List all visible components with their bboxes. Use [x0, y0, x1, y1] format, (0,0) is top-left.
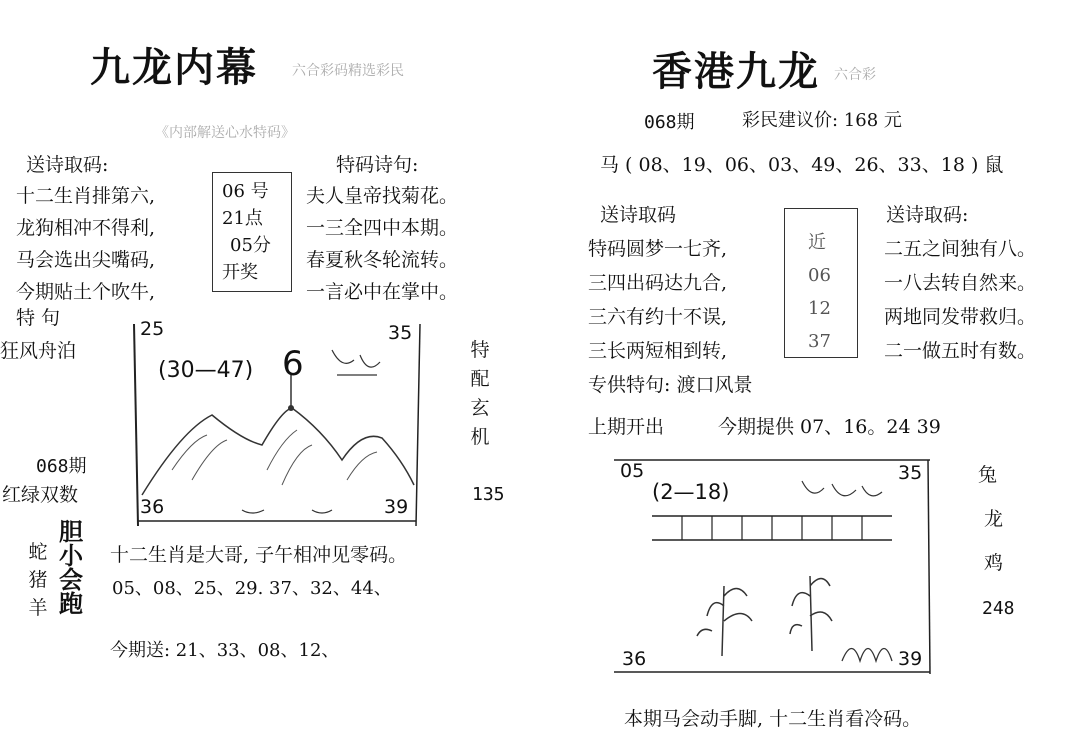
right-special-line: 专供特句: 渡口风景	[588, 374, 753, 396]
left-chart-corner-tr: 35	[388, 322, 413, 344]
right-zodiac-3: 鸡	[984, 552, 1004, 574]
left-poem-header-right: 特码诗句:	[336, 154, 419, 176]
date-line: 开奖	[222, 262, 258, 283]
left-chart-corner-tl: 25	[140, 318, 165, 340]
right-zodiac-2: 龙	[984, 508, 1004, 530]
poem-line: 一三全四中本期。	[306, 217, 459, 239]
poem-line: 二一做五时有数。	[884, 340, 1037, 362]
box-number: 06	[808, 265, 831, 286]
box-number: 37	[808, 331, 831, 352]
left-zodiac	[28, 538, 48, 622]
right-poem-header-right: 送诗取码:	[886, 204, 969, 226]
poem-line: 一言必中在掌中。	[306, 281, 459, 303]
right-subtitle-faint: 六合彩	[834, 67, 876, 83]
sun-scribble	[802, 481, 882, 496]
right-this-offer: 今期提供 07、16。24 39	[718, 416, 941, 438]
right-price: 彩民建议价: 168 元	[742, 110, 902, 131]
chart-right-border	[416, 324, 420, 526]
left-bold-vertical	[58, 517, 84, 618]
fence-posts	[682, 516, 862, 540]
bold-char: 小	[59, 541, 83, 570]
mountain-peak-dot	[288, 405, 294, 411]
left-line1: 十二生肖是大哥, 子午相冲见零码。	[110, 544, 408, 566]
left-number-right: 135	[472, 484, 505, 505]
box-number: 近	[808, 232, 826, 253]
right-poem-header-left: 送诗取码	[600, 204, 677, 226]
left-poem-header-left: 送诗取码:	[26, 154, 109, 176]
zodiac-char: 羊	[28, 597, 48, 619]
poem-line: 十二生肖排第六,	[16, 185, 156, 207]
left-line3: 今期送: 21、33、08、12、	[110, 640, 340, 661]
vertical-char: 配	[470, 368, 490, 390]
left-date-box-text	[222, 178, 271, 286]
vertical-char: 玄	[470, 397, 490, 419]
right-bottom-line: 本期马会动手脚, 十二生肖看冷码。	[624, 708, 922, 730]
left-line2: 05、08、25、29. 37、32、44、	[112, 578, 392, 599]
poem-line: 春夏秋冬轮流转。	[306, 249, 459, 271]
plant-left	[697, 586, 752, 656]
left-chart-corner-bl: 36	[140, 496, 165, 518]
left-chart-range: (30—47)	[158, 358, 254, 383]
right-chart-corner-br: 39	[898, 648, 923, 670]
sun-scribble	[332, 350, 380, 375]
chart-left-border	[134, 324, 138, 526]
grass-scribble	[842, 649, 892, 662]
right-horse-line: 马 ( 08、19、06、03、49、26、33、18 ) 鼠	[600, 154, 1004, 176]
left-hand-chart	[132, 320, 424, 530]
poem-line: 三长两短相到转,	[588, 340, 728, 362]
right-issue: 068期	[644, 112, 695, 133]
chart-right-border	[928, 460, 930, 674]
zodiac-char: 猪	[28, 569, 48, 591]
bold-char: 胆	[59, 517, 83, 546]
date-line: 21点	[222, 208, 263, 229]
date-line: 06 号	[222, 181, 269, 202]
left-subtitle-faint: 六合彩码精选彩民	[292, 63, 404, 79]
left-poem-right	[306, 180, 458, 308]
right-chart-range: (2—18)	[652, 480, 730, 504]
right-title: 香港九龙	[652, 48, 820, 95]
zodiac-char: 蛇	[28, 541, 48, 563]
poem-line: 二五之间独有八。	[884, 238, 1037, 260]
left-special-label: 特 句	[16, 307, 61, 329]
left-issue-note: 红绿双数	[2, 484, 79, 506]
poem-line: 一八去转自然来。	[884, 272, 1037, 294]
vertical-char: 机	[470, 426, 490, 448]
left-chart-mid-number: 6	[282, 344, 304, 384]
left-issue: 068期	[36, 456, 87, 477]
plant-right	[790, 576, 832, 651]
bold-char: 跑	[59, 589, 83, 618]
left-chart-corner-br: 39	[384, 496, 409, 518]
left-poem-left	[16, 180, 155, 308]
vertical-char: 特	[470, 339, 490, 361]
box-number: 12	[808, 298, 831, 319]
right-chart-corner-bl: 36	[622, 648, 647, 670]
poem-line: 三四出码达九合,	[588, 272, 728, 294]
right-number-right: 248	[982, 598, 1015, 619]
right-chart-corner-tl: 05	[620, 460, 645, 482]
bold-char: 会	[59, 565, 83, 594]
right-poem-left	[588, 232, 727, 368]
right-zodiac-1: 兔	[978, 464, 998, 486]
poem-line: 特码圆梦一七齐,	[588, 238, 728, 260]
left-vertical-right	[470, 336, 490, 452]
right-last-open: 上期开出	[588, 416, 665, 438]
mountain-hatching	[172, 430, 377, 485]
poem-line: 马会选出尖嘴码,	[16, 249, 156, 271]
right-poem-right	[884, 232, 1036, 368]
poem-line: 两地同发带救归。	[884, 306, 1037, 328]
poem-line: 三六有约十不误,	[588, 306, 728, 328]
poem-line: 龙狗相冲不得利,	[16, 217, 156, 239]
left-title: 九龙内幕	[90, 44, 258, 91]
poem-line: 夫人皇帝找菊花。	[306, 185, 459, 207]
poem-line: 今期贴土个吹牛,	[16, 281, 156, 303]
left-faint-line: 《内部解送心水特码》	[155, 125, 295, 141]
ground-scribble	[242, 510, 332, 513]
left-special-text: 狂风舟泊	[0, 340, 77, 362]
right-chart-corner-tr: 35	[898, 462, 923, 484]
date-line: 05分	[230, 235, 271, 256]
right-number-box-text	[808, 226, 831, 358]
